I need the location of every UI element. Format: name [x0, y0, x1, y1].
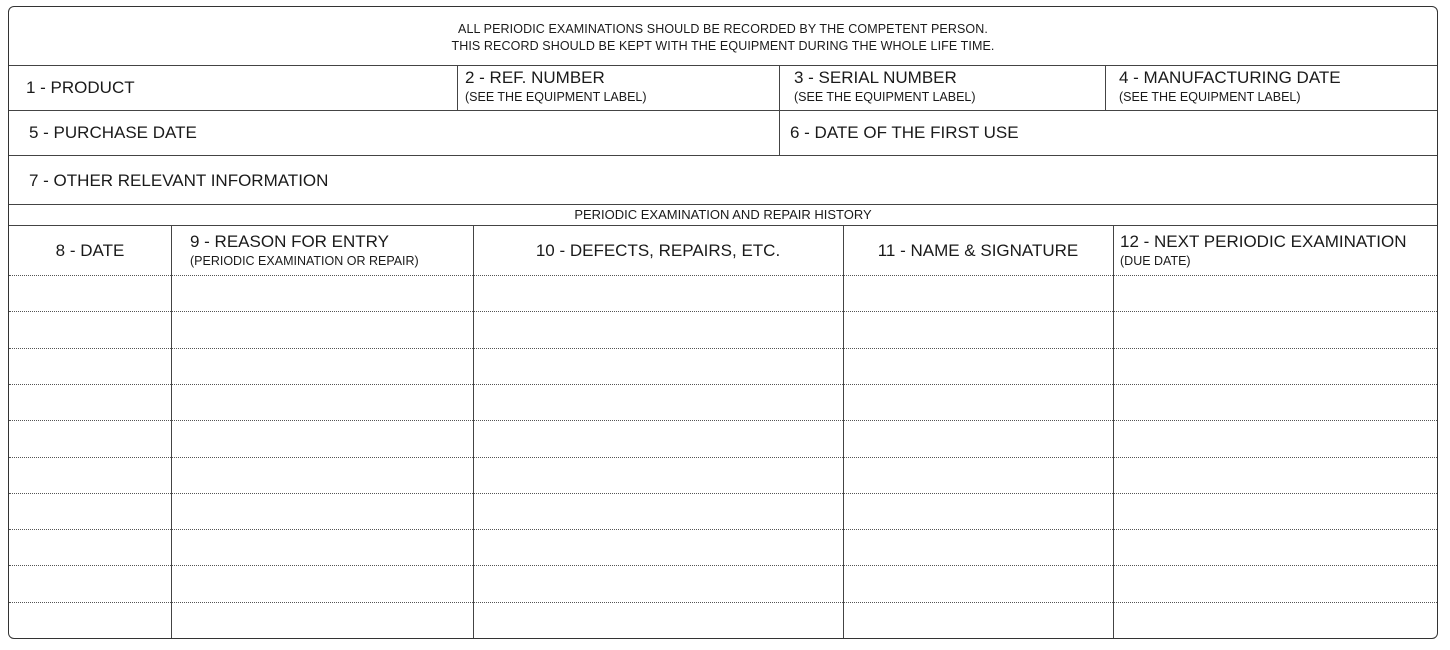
row-separator — [9, 493, 1437, 494]
row-separator — [9, 529, 1437, 530]
table-row[interactable] — [9, 603, 1438, 638]
row-separator — [9, 311, 1437, 312]
serial-number-note: (SEE THE EQUIPMENT LABEL) — [794, 90, 976, 104]
row-separator — [9, 348, 1437, 349]
manufacturing-date-note: (SEE THE EQUIPMENT LABEL) — [1119, 90, 1301, 104]
notice-line-2: THIS RECORD SHOULD BE KEPT WITH THE EQUIPMENT DURING THE WHOLE LIFE TIME. — [451, 39, 995, 53]
table-row[interactable] — [9, 530, 1438, 565]
notice-line-1: ALL PERIODIC EXAMINATIONS SHOULD BE RECORDED BY THE COMPETENT PERSON. — [458, 22, 988, 36]
row-separator — [9, 602, 1437, 603]
col-next-exam-note: (DUE DATE) — [1120, 254, 1191, 268]
purchase-date-field[interactable] — [9, 110, 779, 155]
table-row[interactable] — [9, 349, 1438, 384]
first-use-date-label: 6 - DATE OF THE FIRST USE — [790, 123, 1019, 142]
table-row[interactable] — [9, 276, 1438, 311]
row-separator — [9, 565, 1437, 566]
ref-number-note: (SEE THE EQUIPMENT LABEL) — [465, 90, 647, 104]
divider — [9, 225, 1437, 226]
divider — [9, 204, 1437, 205]
col-next-exam-header: 12 - NEXT PERIODIC EXAMINATION — [1120, 232, 1407, 251]
first-use-date-field[interactable] — [779, 110, 1438, 155]
product-field[interactable] — [9, 65, 457, 110]
col-reason-note: (PERIODIC EXAMINATION OR REPAIR) — [190, 254, 419, 268]
product-label: 1 - PRODUCT — [26, 78, 135, 97]
col-reason-header: 9 - REASON FOR ENTRY — [190, 232, 389, 251]
ref-number-label: 2 - REF. NUMBER — [465, 68, 605, 87]
inspection-record-form — [8, 6, 1438, 639]
serial-number-field[interactable] — [779, 65, 1105, 110]
table-row[interactable] — [9, 566, 1438, 601]
table-row[interactable] — [9, 312, 1438, 347]
row-separator — [9, 275, 1437, 276]
table-row[interactable] — [9, 494, 1438, 529]
manufacturing-date-label: 4 - MANUFACTURING DATE — [1119, 68, 1341, 87]
col-defects-header: 10 - DEFECTS, REPAIRS, ETC. — [535, 241, 781, 260]
table-row[interactable] — [9, 385, 1438, 420]
manufacturing-date-field[interactable] — [1105, 65, 1438, 110]
purchase-date-label: 5 - PURCHASE DATE — [29, 123, 197, 142]
table-row[interactable] — [9, 421, 1438, 456]
row-separator — [9, 384, 1437, 385]
col-date-header: 8 - DATE — [55, 241, 125, 260]
other-info-field[interactable] — [9, 155, 1438, 204]
row-separator — [9, 420, 1437, 421]
col-signature-header: 11 - NAME & SIGNATURE — [877, 241, 1079, 260]
table-row[interactable] — [9, 458, 1438, 493]
other-info-label: 7 - OTHER RELEVANT INFORMATION — [29, 171, 329, 190]
ref-number-field[interactable] — [457, 65, 779, 110]
serial-number-label: 3 - SERIAL NUMBER — [794, 68, 957, 87]
history-title: PERIODIC EXAMINATION AND REPAIR HISTORY — [574, 207, 872, 222]
row-separator — [9, 457, 1437, 458]
